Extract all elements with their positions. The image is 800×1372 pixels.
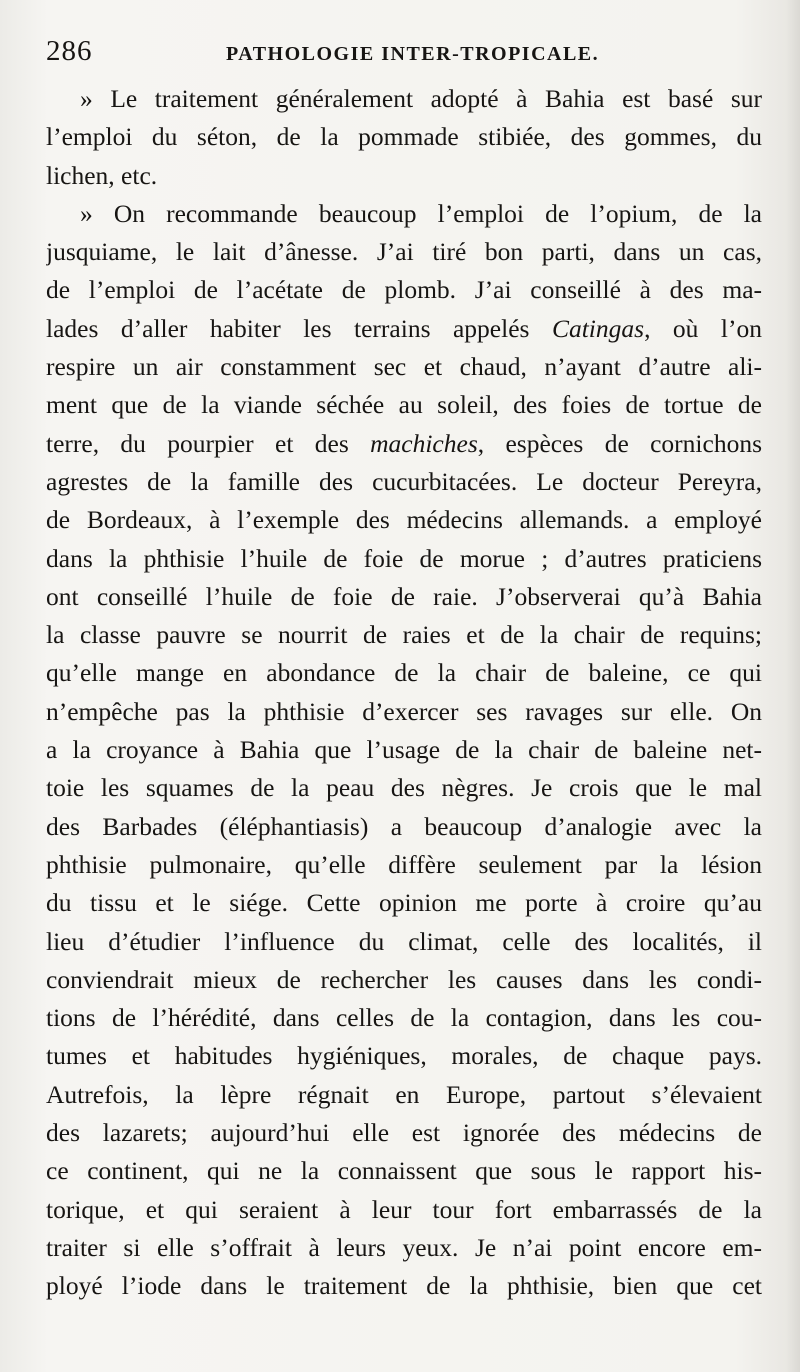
text-line: n’empêche pas la phthisie d’exercer ses ravages sur elle. On: [46, 696, 762, 726]
text-line: ont conseillé l’huile de foie de raie. J’observerai qu’à Bahia: [46, 581, 762, 611]
text-line-with-italic: [46, 310, 762, 348]
text-line: l’emploi du séton, de la pommade stibiée, des gommes, du: [46, 122, 762, 152]
text-line-with-italic: [46, 425, 762, 463]
text-line: de Bordeaux, à l’exemple des médecins allemands. a employé: [46, 505, 762, 535]
text-segment: terre, du pourpier et des: [46, 428, 371, 458]
text-line: a la croyance à Bahia que l’usage de la chair de baleine net-: [46, 735, 762, 765]
text-line: Autrefois, la lèpre régnait en Europe, partout s’élevaient: [46, 1079, 762, 1109]
page-edge-shadow: [786, 0, 800, 1372]
text-line: conviendrait mieux de rechercher les causes dans les condi-: [46, 964, 762, 994]
text-line: traiter si elle s’offrait à leurs yeux. Je n’ai point encore em-: [46, 1232, 762, 1262]
running-head: PATHOLOGIE INTER-TROPICALE.: [226, 43, 600, 65]
text-line: phthisie pulmonaire, qu’elle diffère seulement par la lésion: [46, 849, 762, 879]
text-line: lichen, etc.: [46, 160, 158, 190]
text-line: de l’emploi de l’acétate de plomb. J’ai conseillé à des ma-: [46, 275, 762, 305]
page-header: [46, 34, 762, 70]
text-line: du tissu et le siége. Cette opinion me porte à croire qu’au: [46, 888, 762, 918]
text-line: respire un air constamment sec et chaud, n’ayant d’autre ali-: [46, 352, 762, 382]
text-line: torique, et qui seraient à leur tour fort embarrassés de la: [46, 1194, 762, 1224]
text-line: dans la phthisie l’huile de foie de morue ; d’autres praticiens: [46, 543, 762, 573]
italic-term: Catingas: [551, 313, 645, 343]
text-line: ployé l’iode dans le traitement de la phthisie, bien que cet: [46, 1271, 762, 1301]
text-line: jusquiame, le lait d’ânesse. J’ai tiré bon parti, dans un cas,: [46, 237, 762, 267]
text-line: ce continent, qui ne la connaissent que sous le rapport his-: [46, 1156, 762, 1186]
text-line: qu’elle mange en abondance de la chair de baleine, ce qui: [46, 658, 762, 688]
text-line: la classe pauvre se nourrit de raies et de la chair de requins;: [46, 620, 762, 650]
text-line: agrestes de la famille des cucurbitacées. Le docteur Pereyra,: [46, 466, 762, 496]
body-text: [46, 80, 762, 1306]
text-line: » Le traitement généralement adopté à Bahia est basé sur: [80, 84, 762, 113]
text-line: tions de l’hérédité, dans celles de la contagion, dans les cou-: [46, 1003, 762, 1033]
text-segment: , où l’on: [644, 313, 762, 343]
text-line: tumes et habitudes hygiéniques, morales, de chaque pays.: [46, 1041, 762, 1071]
page-number: 286: [46, 35, 93, 67]
text-line: des lazarets; aujourd’hui elle est ignorée des médecins de: [46, 1118, 762, 1148]
text-line: » On recommande beaucoup l’emploi de l’opium, de la: [80, 198, 762, 228]
text-line: toie les squames de la peau des nègres. Je crois que le mal: [46, 773, 762, 803]
text-line: ment que de la viande séchée au soleil, des foies de tortue de: [46, 390, 762, 420]
text-line: des Barbades (éléphantiasis) a beaucoup d’analogie avec la: [46, 811, 762, 841]
text-segment: lades d’aller habiter les terrains appelés: [46, 313, 552, 343]
text-segment: , espèces de cornichons: [477, 428, 762, 458]
italic-term: machiches: [370, 428, 478, 458]
text-line: lieu d’étudier l’influence du climat, celle des localités, il: [46, 926, 762, 956]
